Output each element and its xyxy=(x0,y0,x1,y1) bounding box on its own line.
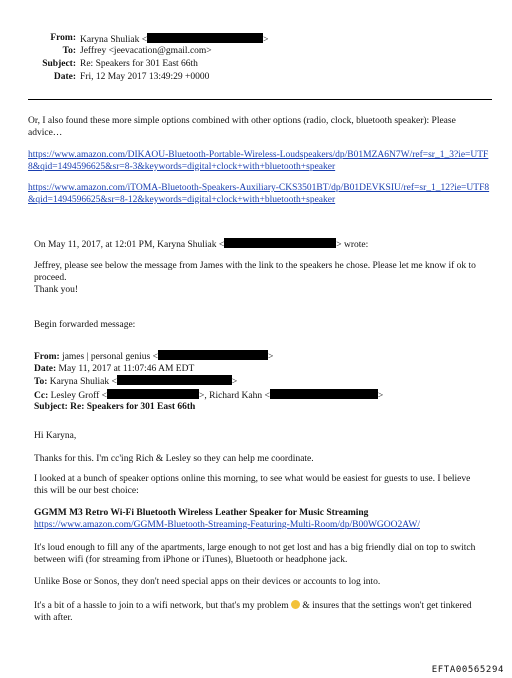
product-title: GGMM M3 Retro Wi-Fi Bluetooth Wireless Leather Speaker for Music Streaming xyxy=(34,508,369,518)
header-from-label: From: xyxy=(50,33,76,43)
header-subject-label: Subject: xyxy=(42,59,76,69)
quoted-thanks: Thank you! xyxy=(34,285,79,295)
amazon-link-2[interactable]: https://www.amazon.com/iTOMA-Bluetooth-Speakers-Auxiliary-CKS3501BT/dp/B01DEVKSIU/ref=sr_1_12?ie=UTF8&qid=1494596625&sr=8-12&keywords=digital+clock+with+bluetooth+speaker xyxy=(28,183,490,205)
forwarded-header xyxy=(34,350,494,414)
quoted-intro: On May 11, 2017, at 12:01 PM, Karyna Shuliak < > wrote: xyxy=(34,240,369,250)
redaction-bar xyxy=(224,238,336,248)
header-subject-row xyxy=(0,59,512,72)
message-paragraph-3: It's loud enough to fill any of the apartments, large enough to not get lost and has a big friendly dial on top to switch between wifi (for streaming from iPhone or iTunes), Bluetooth or headphone jack. xyxy=(34,543,476,565)
redaction-bar xyxy=(270,389,378,399)
fwd-cc-row: Cc: Lesley Groff < >, Richard Kahn < > xyxy=(34,390,384,401)
fwd-subject-row: Subject: Re: Speakers for 301 East 66th xyxy=(34,402,196,413)
header-subject-value: Re: Speakers for 301 East 66th xyxy=(80,59,198,69)
header-divider xyxy=(28,99,492,100)
fwd-to-row: To: Karyna Shuliak < > xyxy=(34,377,238,388)
message-paragraph-1: Thanks for this. I'm cc'ing Rich & Lesley so they can help me coordinate. xyxy=(34,454,314,464)
header-date-label: Date: xyxy=(53,72,76,82)
header-date-row xyxy=(0,72,512,85)
redaction-bar xyxy=(147,33,263,43)
header-to-label: To: xyxy=(62,46,76,56)
redaction-bar xyxy=(158,350,268,360)
redaction-bar xyxy=(117,375,232,385)
header-to-value: Jeffrey <jeevacation@gmail.com> xyxy=(80,46,212,56)
message-paragraph-2: I looked at a bunch of speaker options online this morning, to see what would be easiest for guests to use. I believe this will be our best choice: xyxy=(34,474,471,496)
greeting: Hi Karyna, xyxy=(34,431,77,441)
redaction-bar xyxy=(107,389,199,399)
begin-forwarded-label: Begin forwarded message: xyxy=(34,320,136,330)
header-from-row xyxy=(0,33,512,46)
message-paragraph-5: It's a bit of a hassle to join to a wifi network, but that's my problem & insures that the settings won't get tinkered with after. xyxy=(34,601,472,623)
bates-number: EFTA00565294 xyxy=(431,665,504,675)
quoted-paragraph: Jeffrey, please see below the message from James with the link to the speakers he chose. Please let me know if ok to proceed. xyxy=(34,261,476,283)
reply-paragraph: Or, I also found these more simple options combined with other options (radio, clock, bluetooth speaker): Please advice… xyxy=(28,116,456,138)
message-paragraph-4: Unlike Bose or Sonos, they don't need special apps on their devices or accounts to log into. xyxy=(34,577,381,587)
fwd-date-row: Date: May 11, 2017 at 11:07:46 AM EDT xyxy=(34,363,195,374)
header-from-value: Karyna Shuliak < > xyxy=(80,35,269,45)
header-to-row xyxy=(0,46,512,59)
product-link[interactable]: https://www.amazon.com/GGMM-Bluetooth-Streaming-Featuring-Multi-Room/dp/B00WGOO2AW/ xyxy=(34,520,420,530)
smiling-face-icon xyxy=(291,600,300,609)
header-date-value: Fri, 12 May 2017 13:49:29 +0000 xyxy=(80,72,210,82)
amazon-link-1[interactable]: https://www.amazon.com/DIKAOU-Bluetooth-Portable-Wireless-Loudspeakers/dp/B01MZA6N7W/ref=sr_1_3?ie=UTF8&qid=1494596625&sr=8-3&keywords=digital+clock+with+bluetooth+speaker xyxy=(28,150,489,172)
fwd-from-row: From: james | personal genius < > xyxy=(34,352,274,362)
email-header xyxy=(0,33,512,85)
